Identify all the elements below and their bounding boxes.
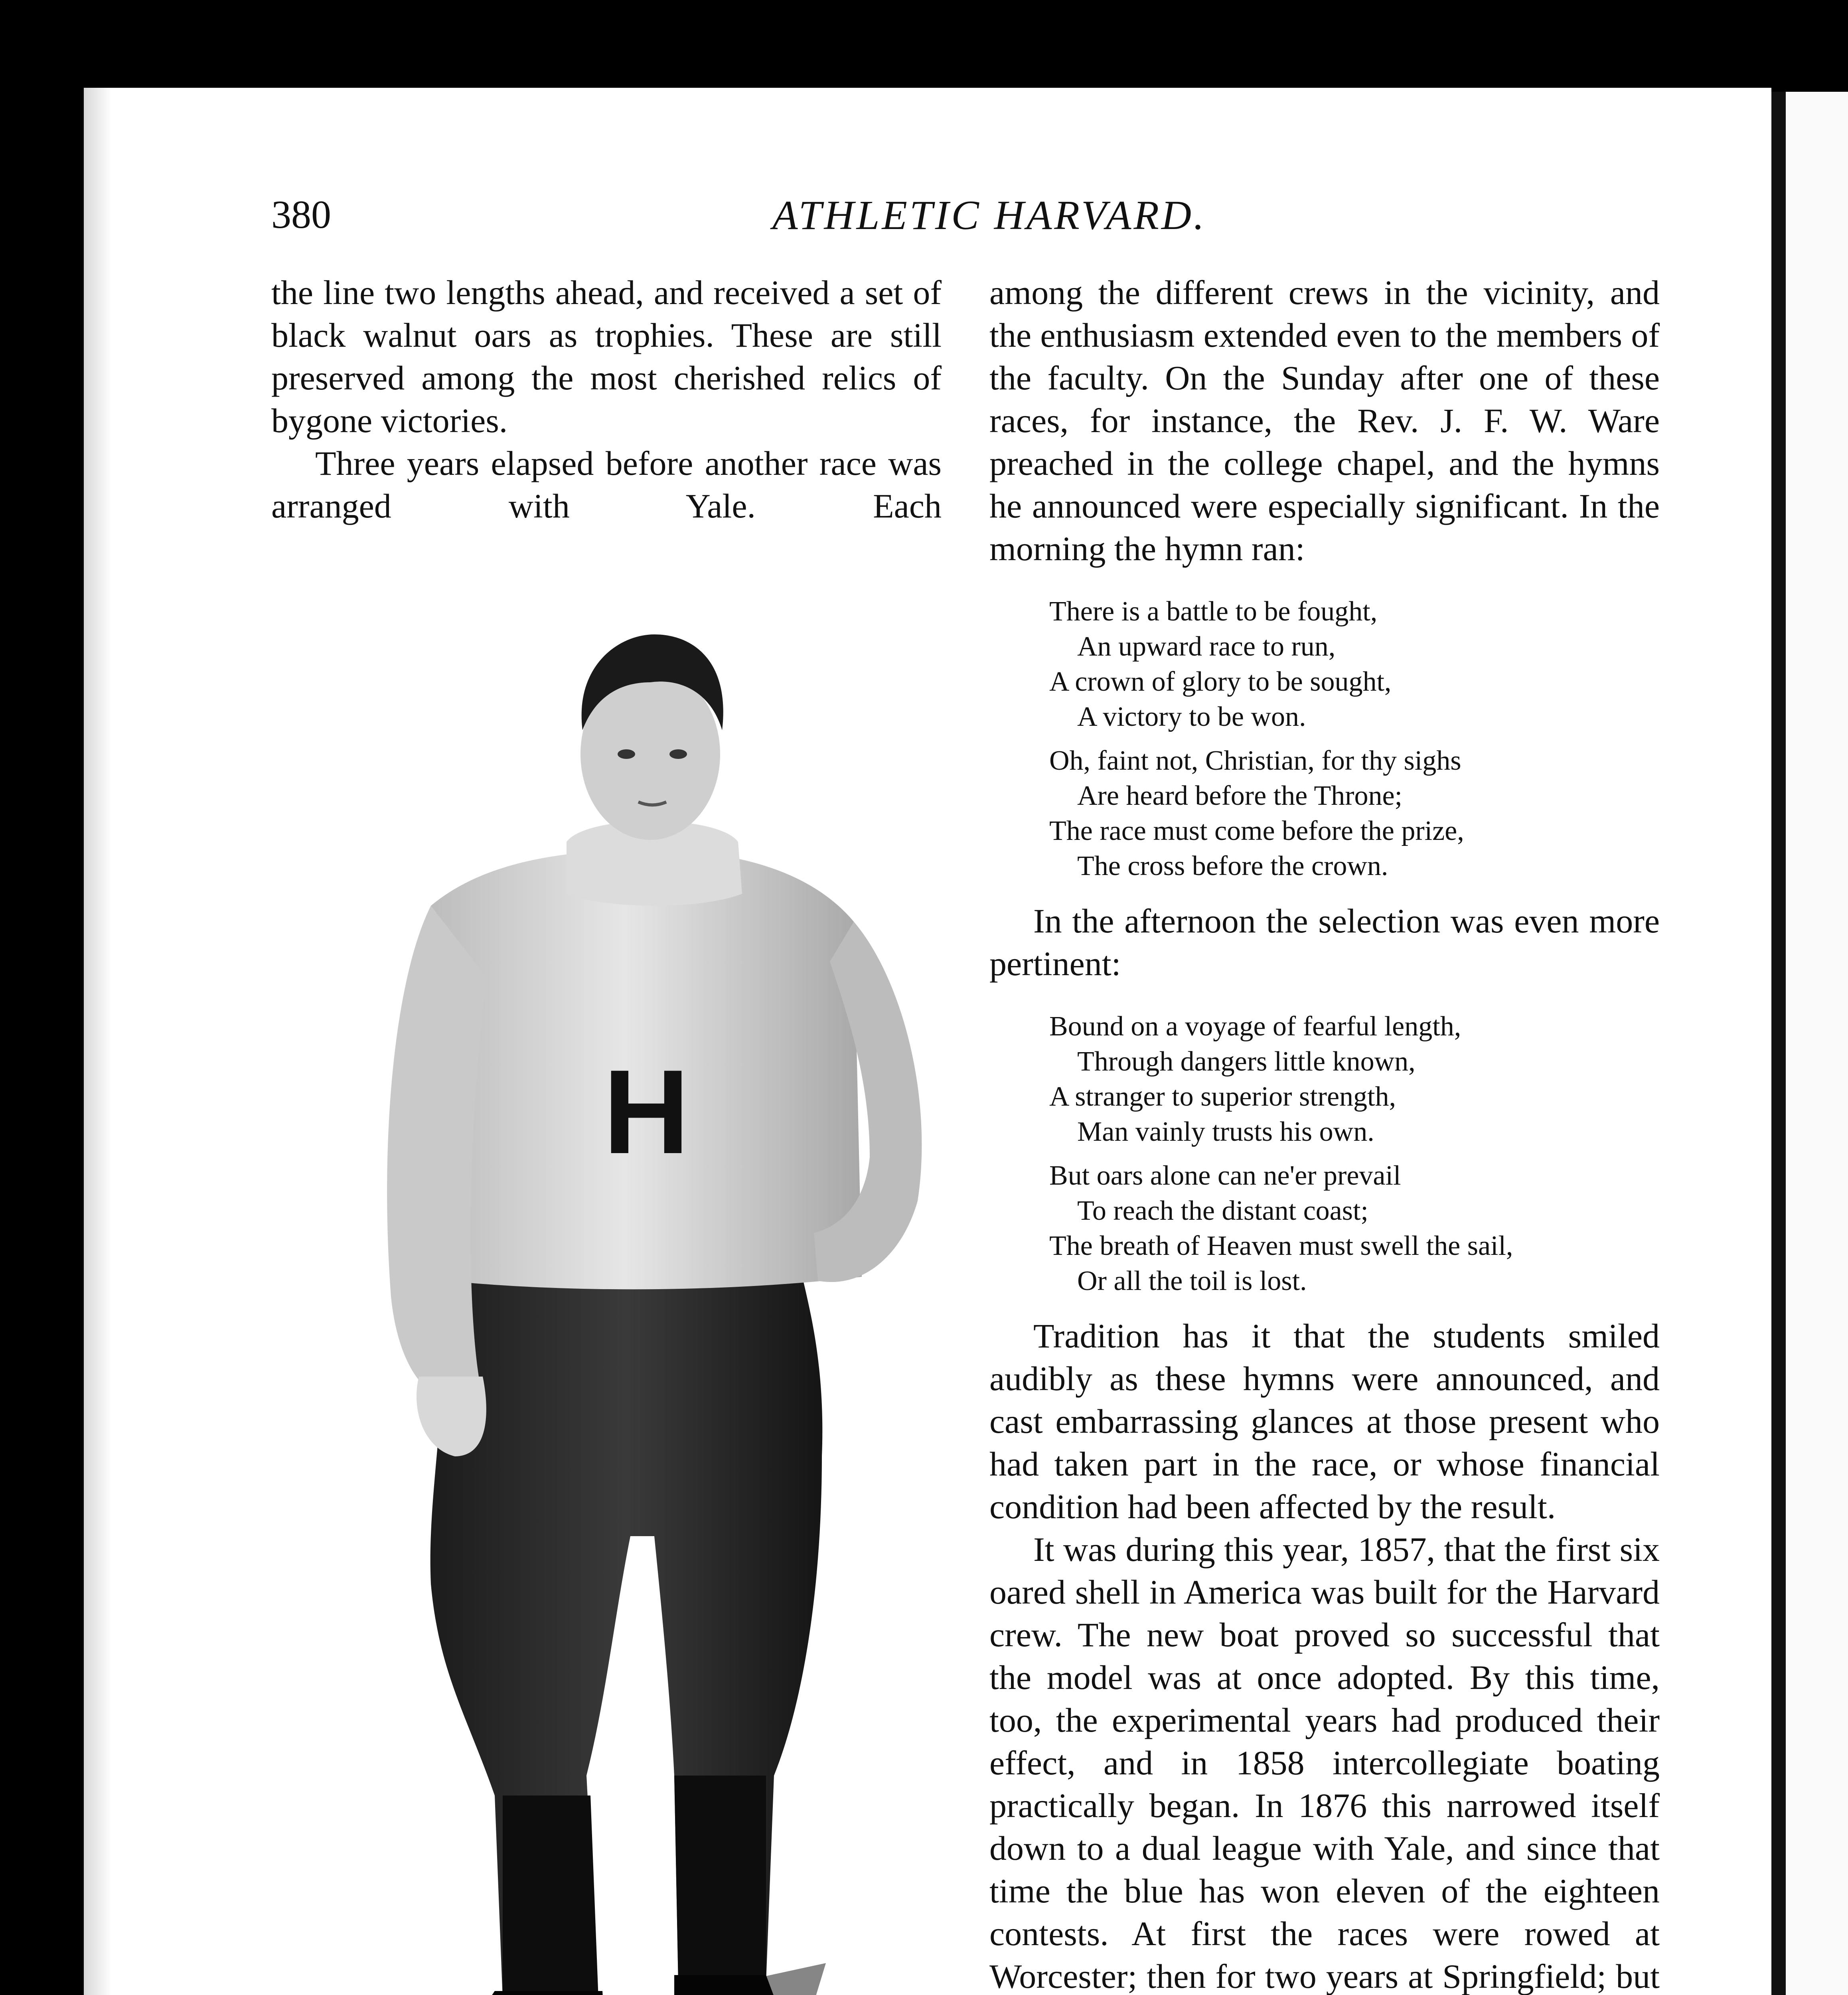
hymn-line: Bound on a voyage of fearful length, (1049, 1011, 1461, 1042)
sweater-letter: H (603, 1045, 690, 1179)
hymn-line: Through dangers little known, (1077, 1046, 1416, 1077)
hymn-line: Are heard before the Throne; (1077, 780, 1402, 811)
hymn-line: A crown of glory to be sought, (1049, 666, 1392, 697)
hymn-line: A victory to be won. (1077, 701, 1306, 732)
hymn-afternoon (1049, 1009, 1660, 1299)
hymn-line: To reach the distant coast; (1077, 1195, 1368, 1226)
running-title: ATHLETIC HARVARD. (772, 192, 1207, 238)
hymn-stanza (1049, 594, 1660, 735)
hymn-line: But oars alone can ne'er prevail (1049, 1160, 1401, 1191)
right-column (989, 271, 1660, 1995)
portrait-photo (327, 579, 965, 1995)
hymn-line: A stranger to superior strength, (1049, 1081, 1396, 1112)
hymn-line: Man vainly trusts his own. (1077, 1116, 1374, 1147)
paragraph: the line two lengths ahead, and received a set of black walnut oars as trophies. These are still preserved among the most cherished relics of bygone victories. (271, 273, 942, 440)
paragraph: Three years elapsed before another race was arranged with Yale. Each (271, 444, 942, 525)
hymn-line: The cross before the crown. (1077, 851, 1388, 881)
paragraph: It was during this year, 1857, that the first six oared shell in America was built for the Harvard crew. The new boat proved so successful that the model was at once adopted. By this time, too, the experimental years had produced their effect, and in 1858 intercollegiate boating practically began. In 1876 this narrowed itself down to a dual league with Yale, and since that time the blue has won eleven of the eighteen contests. At first the races were rowed at Worcester; then for two years at Springfield; but (989, 1530, 1660, 1995)
hymn-line: The breath of Heaven must swell the sail, (1049, 1231, 1513, 1261)
hymn-morning (1049, 594, 1660, 884)
hymn-line: An upward race to run, (1077, 631, 1336, 662)
hymn-line: Or all the toil is lost. (1077, 1266, 1307, 1296)
hymn-line: Oh, faint not, Christian, for thy sighs (1049, 745, 1461, 776)
page-number: 380 (271, 192, 331, 237)
page-header (188, 192, 1672, 247)
paragraph: In the afternoon the selection was even more pertinent: (989, 902, 1660, 983)
paragraph: Tradition has it that the students smiled audibly as these hymns were announced, and cast embarrassing glances at those present who had taken part in the race, or whose financial condition had been affected by the result. (989, 1317, 1660, 1526)
hymn-stanza (1049, 1158, 1660, 1299)
hymn-stanza (1049, 743, 1660, 884)
left-column-top (271, 271, 942, 527)
hymn-stanza (1049, 1009, 1660, 1150)
hymn-line: The race must come before the prize, (1049, 816, 1464, 846)
facing-page-edge (1771, 92, 1848, 1995)
hymn-line: There is a battle to be fought, (1049, 596, 1378, 627)
paragraph: among the different crews in the vicinity, and the enthusiasm extended even to the members of the faculty. On the Sunday after one of these races, for instance, the Rev. J. F. W. Ware preached in the college chapel, and the hymns he announced were especially significant. In the morning the hymn ran: (989, 273, 1660, 568)
gutter-shadow (84, 88, 112, 1995)
